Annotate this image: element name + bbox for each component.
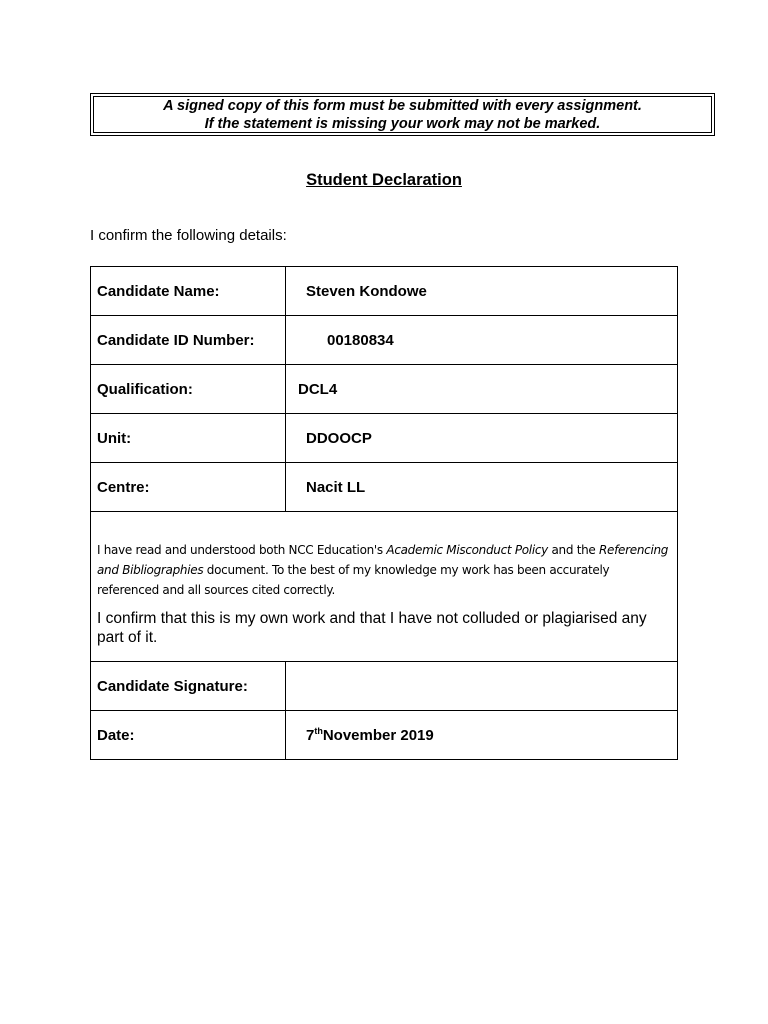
row-signature [91,662,678,711]
date-value [292,727,434,744]
signature-label: Candidate Signature: [91,662,286,711]
candidate-name-value: Steven Kondowe [306,282,427,300]
own-work-statement: I confirm that this is my own work and that I have not colluded or plagiarised any part of it. [97,610,647,646]
policy-statement-part1: I have read and understood both NCC Education's [97,543,387,557]
notice-line-2: If the statement is missing your work may not be marked. [204,116,601,132]
date-day: 7 [306,726,315,744]
centre-label: Centre: [91,463,286,512]
centre-value: Nacit LL [306,478,366,496]
page-title: Student Declaration [306,171,462,189]
qualification-label: Qualification: [91,365,286,414]
candidate-name-label: Candidate Name: [91,267,286,316]
submission-notice-inner [93,96,712,133]
unit-label: Unit: [91,414,286,463]
centre-value-cell [286,463,678,512]
intro-text: I confirm the following details: [90,227,287,244]
qualification-value: DCL4 [298,380,338,398]
notice-line-1: A signed copy of this form must be submitted with every assignment. [163,98,642,114]
date-value-cell [286,711,678,760]
qualification-value-cell [286,365,678,414]
policy-statement [97,540,671,600]
signature-field[interactable] [286,662,678,711]
candidate-id-value-cell [286,316,678,365]
candidate-id-value: 00180834 [327,331,394,349]
row-unit [91,414,678,463]
candidate-id-label: Candidate ID Number: [91,316,286,365]
date-label: Date: [91,711,286,760]
submission-notice [90,93,715,136]
document-name: Referencing and Bibliographies [97,543,669,577]
unit-value-cell [286,414,678,463]
row-date [91,711,678,760]
candidate-name-value-cell [286,267,678,316]
declaration-table [90,266,678,760]
unit-value: DDOOCP [306,429,372,447]
policy-statement-part2: and the [547,543,599,557]
row-candidate-name [91,267,678,316]
date-day-suffix: th [314,725,323,736]
row-declaration [91,512,678,662]
policy-name: Academic Misconduct Policy [386,543,548,557]
row-qualification [91,365,678,414]
row-candidate-id [91,316,678,365]
row-centre [91,463,678,512]
policy-statement-part3: document. To the best of my knowledge my work has been accurately referenced and all sources cited correctly. [97,563,610,597]
declaration-cell [91,512,678,662]
date-rest: November 2019 [322,726,434,744]
